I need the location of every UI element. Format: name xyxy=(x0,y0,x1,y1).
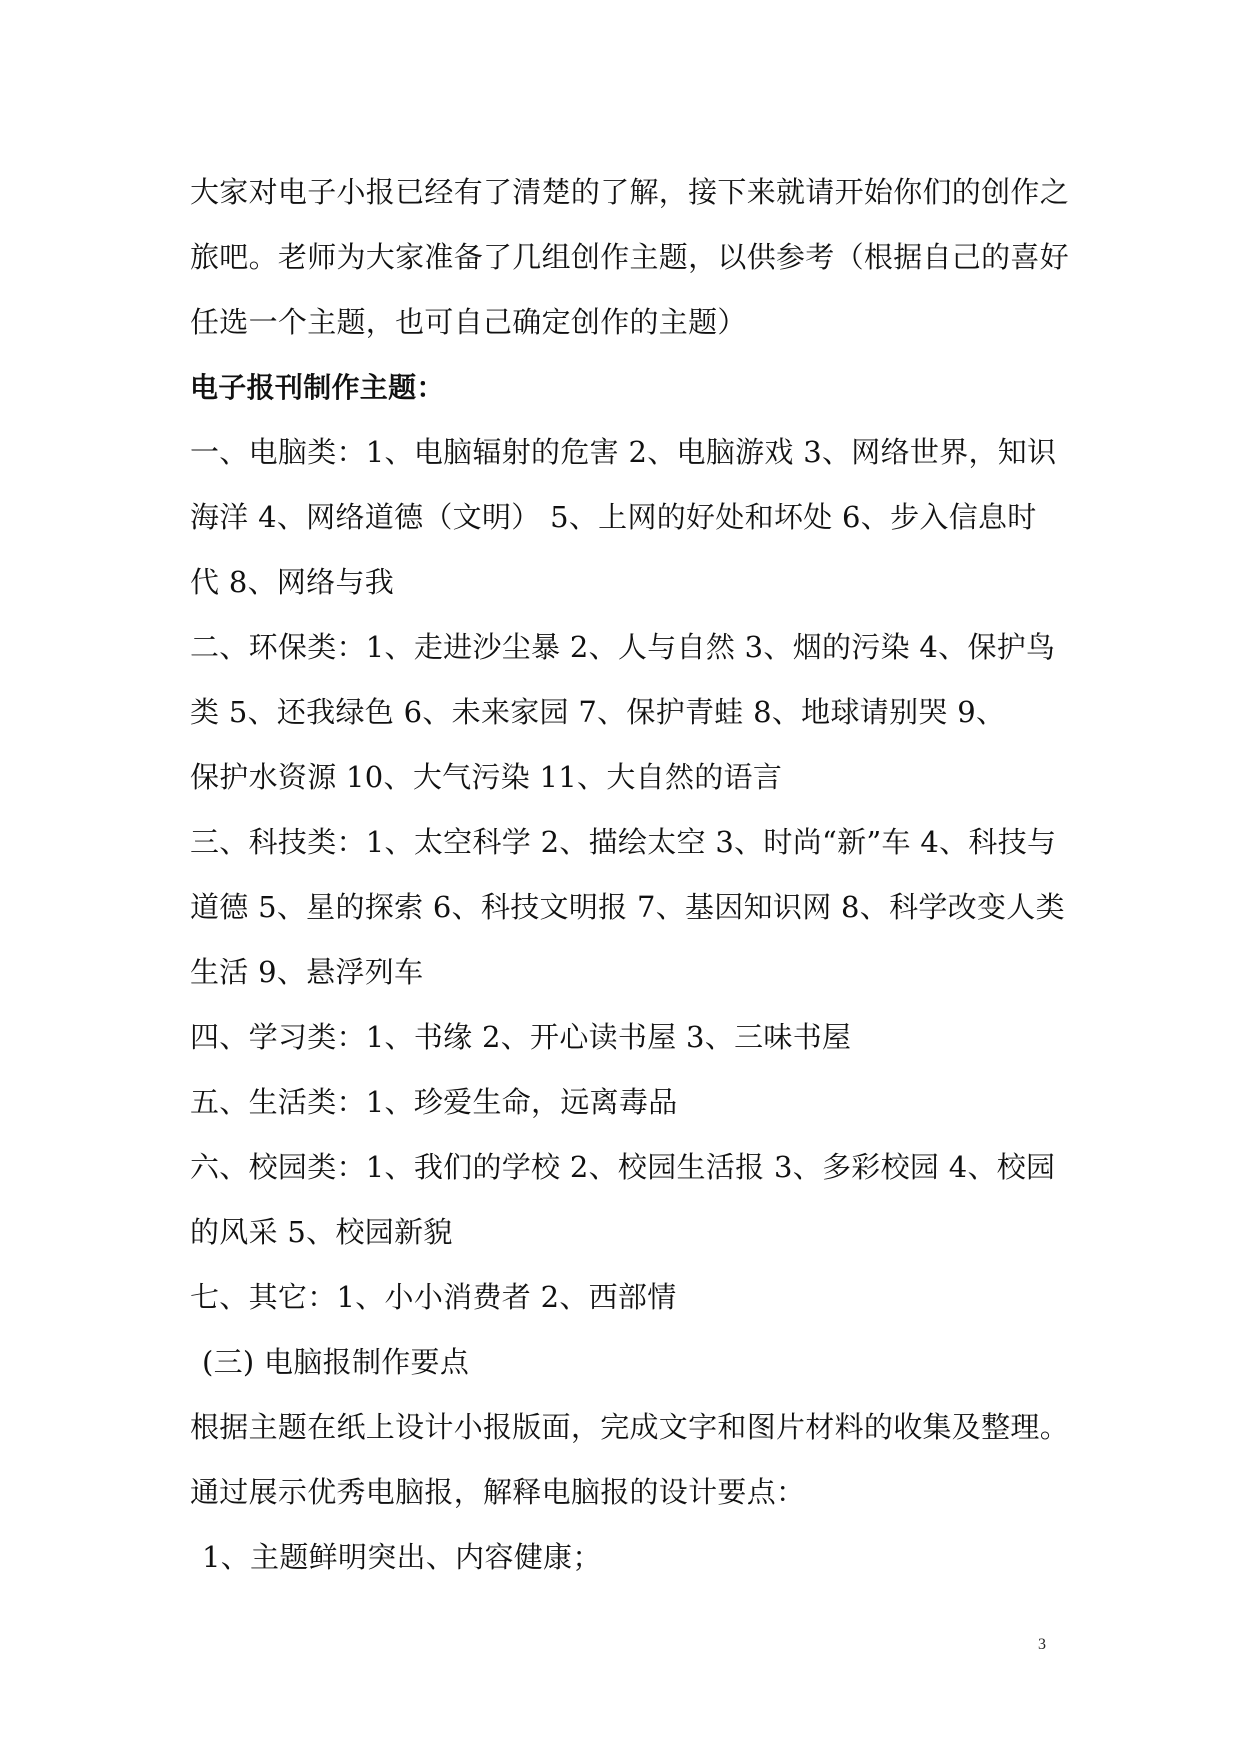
subsection-heading-key-points: (三) 电脑报制作要点 xyxy=(202,1345,470,1379)
intro-paragraph-line-3: 任选一个主题，也可自己确定创作的主题） xyxy=(190,305,747,339)
topic-computer-line-1: 一、电脑类：1、电脑辐射的危害 2、电脑游戏 3、网络世界，知识 xyxy=(190,435,1057,469)
topic-campus-line-2: 的风采 5、校园新貌 xyxy=(190,1215,453,1249)
topic-other-line: 七、其它：1、小小消费者 2、西部情 xyxy=(190,1280,677,1314)
intro-paragraph-line-2: 旅吧。老师为大家准备了几组创作主题，以供参考（根据自己的喜好 xyxy=(190,240,1070,274)
page-number: 3 xyxy=(1038,1636,1046,1653)
key-points-paragraph-line-2: 通过展示优秀电脑报，解释电脑报的设计要点： xyxy=(190,1475,806,1509)
topic-computer-line-2: 海洋 4、网络道德（文明） 5、上网的好处和坏处 6、步入信息时 xyxy=(190,500,1037,534)
topic-computer-line-3: 代 8、网络与我 xyxy=(190,565,395,599)
intro-paragraph-line-1: 大家对电子小报已经有了清楚的了解，接下来就请开始你们的创作之 xyxy=(190,175,1070,209)
section-heading-topics: 电子报刊制作主题： xyxy=(190,371,445,404)
topic-technology-line-2: 道德 5、星的探索 6、科技文明报 7、基因知识网 8、科学改变人类 xyxy=(190,890,1065,924)
topic-environment-line-2: 类 5、还我绿色 6、未来家园 7、保护青蛙 8、地球请别哭 9、 xyxy=(190,695,1006,729)
topic-environment-line-3: 保护水资源 10、大气污染 11、大自然的语言 xyxy=(190,760,783,794)
key-points-paragraph-line-1: 根据主题在纸上设计小报版面，完成文字和图片材料的收集及整理。 xyxy=(190,1410,1070,1444)
topic-environment-line-1: 二、环保类：1、走进沙尘暴 2、人与自然 3、烟的污染 4、保护鸟 xyxy=(190,630,1056,664)
document-body xyxy=(190,160,1070,1590)
topic-study-line: 四、学习类：1、书缘 2、开心读书屋 3、三味书屋 xyxy=(190,1020,852,1054)
key-point-item-1: 1、主题鲜明突出、内容健康； xyxy=(202,1540,602,1574)
topic-campus-line-1: 六、校园类：1、我们的学校 2、校园生活报 3、多彩校园 4、校园 xyxy=(190,1150,1056,1184)
topic-technology-line-3: 生活 9、悬浮列车 xyxy=(190,955,424,989)
topic-technology-line-1: 三、科技类：1、太空科学 2、描绘太空 3、时尚“新”车 4、科技与 xyxy=(190,825,1057,859)
topic-life-line: 五、生活类：1、珍爱生命，远离毒品 xyxy=(190,1085,678,1119)
